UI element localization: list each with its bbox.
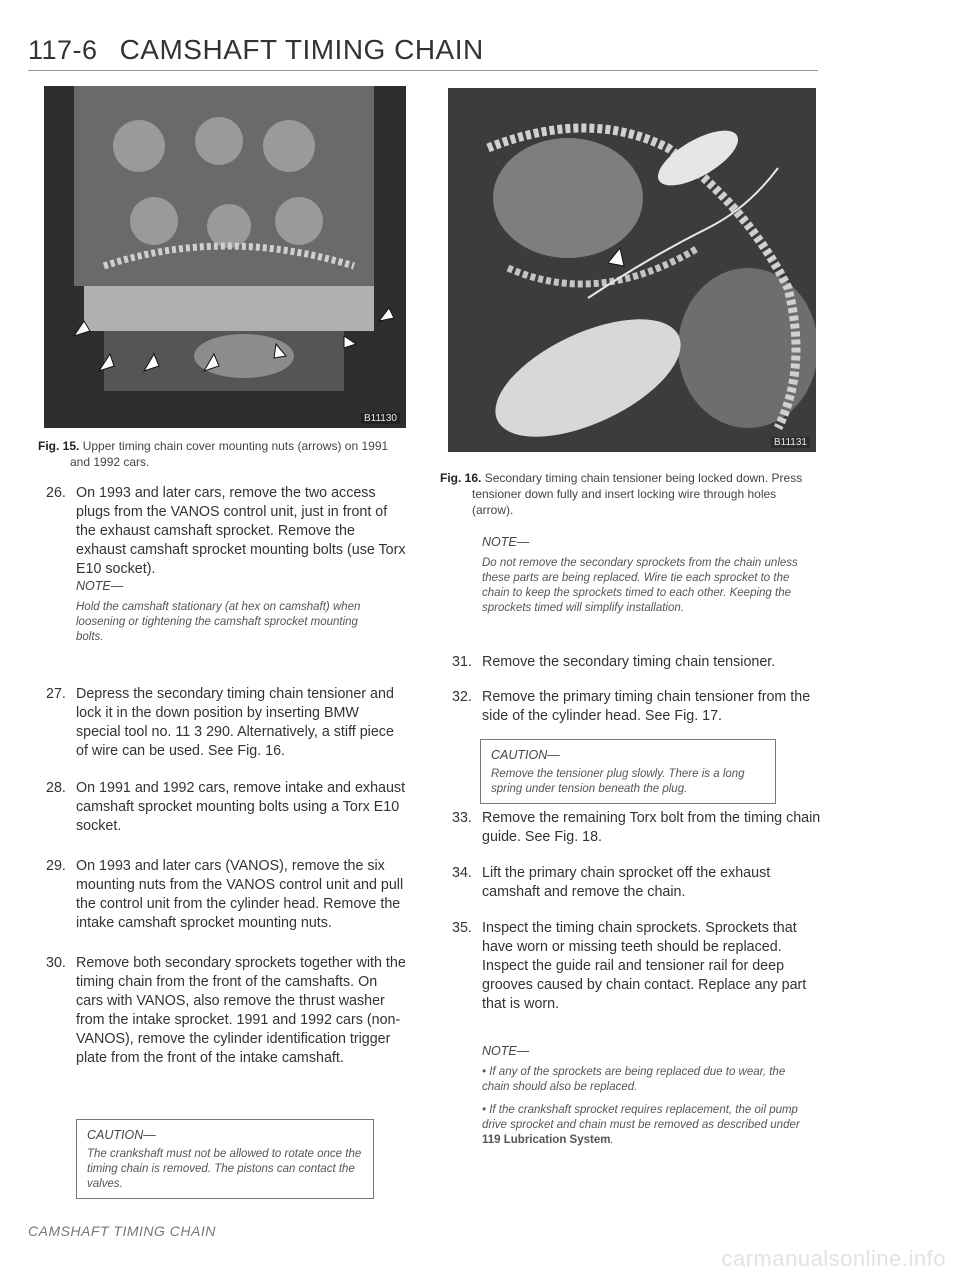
caution-1-text: The crankshaft must not be allowed to rotate once the timing chain is removed. The pistons can contact the valves. bbox=[87, 1148, 362, 1190]
fig16-photo bbox=[448, 88, 816, 452]
note-1-text: Hold the camshaft stationary (at hex on camshaft) when loosening or tightening the camshaft sprocket mounting bolts. bbox=[76, 601, 361, 643]
caution-tensioner-plug bbox=[480, 739, 776, 804]
note-sprocket-replacement bbox=[482, 1044, 802, 1156]
note-hold-camshaft bbox=[76, 579, 376, 645]
step-30 bbox=[46, 954, 406, 1068]
step-28 bbox=[46, 779, 406, 836]
step-35-number: 35. bbox=[452, 920, 472, 936]
step-33-text: Remove the remaining Torx bolt from the timing chain guide. See Fig. 18. bbox=[482, 810, 821, 845]
step-29-number: 29. bbox=[46, 858, 66, 874]
step-26-text: On 1993 and later cars, remove the two access plugs from the VANOS control unit, just in front of the exhaust camshaft sprocket. Remove the exhaust camshaft sprocket mounting bolts (use Torx E10 socket). bbox=[76, 485, 406, 577]
fig15-photo bbox=[44, 86, 406, 428]
note-secondary-sprockets bbox=[482, 535, 808, 616]
step-26 bbox=[46, 484, 406, 579]
step-32-number: 32. bbox=[452, 689, 472, 705]
step-26-number: 26. bbox=[46, 485, 66, 501]
fig16-caption-line1: Secondary timing chain tensioner being locked down. Press bbox=[484, 471, 803, 485]
step-29-text: On 1993 and later cars (VANOS), remove the six mounting nuts from the VANOS control unit and pull the control unit from the cylinder head. Remove the intake camshaft sprocket mounting nuts. bbox=[76, 858, 404, 931]
step-34-text: Lift the primary chain sprocket off the exhaust camshaft and remove the chain. bbox=[482, 865, 771, 900]
step-32 bbox=[452, 688, 822, 726]
step-29 bbox=[46, 857, 406, 933]
caution-crankshaft bbox=[76, 1119, 374, 1199]
fig16-photo-id: B11131 bbox=[771, 437, 810, 448]
step-35 bbox=[452, 919, 822, 1014]
fig16-label: Fig. 16. bbox=[440, 471, 482, 485]
fig16-caption-line2: tensioner down fully and insert locking wire through holes bbox=[472, 487, 777, 501]
step-32-text: Remove the primary timing chain tensioner from the side of the cylinder head. See Fig. 17. bbox=[482, 689, 811, 724]
step-30-text: Remove both secondary sprockets together with the timing chain from the front of the camshafts. On cars with VANOS, also remove the thrust washer from the intake sprocket. 1991 and 1992 cars (non-VANOS), remove the cylinder identification trigger plate from the front of the intake camshaft. bbox=[76, 955, 406, 1066]
note-3-bullet-2-end: . bbox=[610, 1134, 614, 1146]
note-3-bullet-2-text: • If the crankshaft sprocket requires replacement, the oil pump drive sprocket and chain must be removed as described under bbox=[482, 1104, 800, 1131]
page-header bbox=[28, 34, 484, 66]
fig15-caption-line1: Upper timing chain cover mounting nuts (arrows) on 1991 bbox=[82, 439, 389, 453]
step-27-number: 27. bbox=[46, 686, 66, 702]
step-34-number: 34. bbox=[452, 865, 472, 881]
caution-2-text: Remove the tensioner plug slowly. There is a long spring under tension beneath the plug. bbox=[491, 768, 745, 795]
step-31 bbox=[452, 653, 822, 672]
step-27-text: Depress the secondary timing chain tensioner and lock it in the down position by inserting BMW special tool no. 11 3 290. Alternatively, a stiff piece of wire can be used. See Fig. 16. bbox=[76, 686, 394, 759]
step-33 bbox=[452, 809, 822, 847]
note-3-bullet-1: • If any of the sprockets are being replaced due to wear, the chain should also be replaced. bbox=[482, 1066, 786, 1093]
step-28-text: On 1991 and 1992 cars, remove intake and exhaust camshaft sprocket mounting bolts using a Torx E10 socket. bbox=[76, 780, 406, 834]
caution-1-heading: CAUTION— bbox=[87, 1128, 156, 1142]
engine-top-illustration bbox=[44, 86, 406, 428]
fig15-label: Fig. 15. bbox=[38, 439, 80, 453]
note-3-heading: NOTE— bbox=[482, 1044, 530, 1058]
note-1-heading: NOTE— bbox=[76, 579, 124, 593]
chain-tensioner-illustration bbox=[448, 88, 816, 452]
page-title: CAMSHAFT TIMING CHAIN bbox=[119, 34, 484, 65]
step-35-text: Inspect the timing chain sprockets. Sprockets that have worn or missing teeth should be replaced. Inspect the guide rail and tensioner rail for deep grooves caused by chain contact. Replace any part that is worn. bbox=[482, 920, 807, 1012]
step-30-number: 30. bbox=[46, 955, 66, 971]
fig15-caption-line2: and 1992 cars. bbox=[70, 455, 150, 469]
fig16-caption bbox=[440, 470, 820, 518]
page-footer: CAMSHAFT TIMING CHAIN bbox=[28, 1223, 216, 1239]
watermark: carmanualsonline.info bbox=[721, 1246, 946, 1271]
step-27 bbox=[46, 685, 406, 761]
step-31-text: Remove the secondary timing chain tensioner. bbox=[482, 654, 776, 670]
fig15-caption bbox=[38, 438, 418, 470]
step-31-number: 31. bbox=[452, 654, 472, 670]
page-number: 117-6 bbox=[28, 35, 98, 65]
step-34 bbox=[452, 864, 822, 902]
note-2-text: Do not remove the secondary sprockets from the chain unless these parts are being replaced. Wire tie each sprocket to the chain to keep the sprockets timed to each other. Keeping the sprockets timed will simplify installation. bbox=[482, 557, 798, 614]
step-28-number: 28. bbox=[46, 780, 66, 796]
note-3-bullet-2 bbox=[482, 1103, 802, 1148]
caution-2-heading: CAUTION— bbox=[491, 748, 560, 762]
lubrication-system-reference: 119 Lubrication System bbox=[482, 1134, 611, 1146]
fig15-photo-id: B11130 bbox=[361, 413, 400, 424]
note-2-heading: NOTE— bbox=[482, 535, 530, 549]
header-rule bbox=[28, 70, 818, 71]
step-33-number: 33. bbox=[452, 810, 472, 826]
fig16-caption-line3: (arrow). bbox=[472, 503, 514, 517]
